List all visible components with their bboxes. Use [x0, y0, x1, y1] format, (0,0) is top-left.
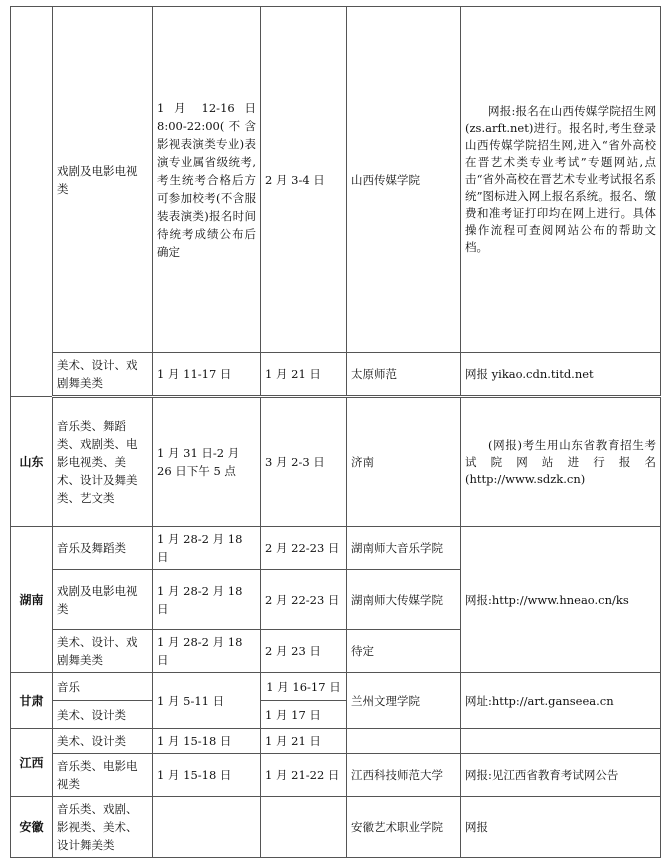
- province-cell: 湖南: [11, 527, 53, 673]
- method-cell: 网报 yikao.cdn.titd.net: [461, 353, 661, 397]
- exam-time-cell: 1 月 21-22 日: [261, 754, 347, 797]
- location-cell: 湖南师大传媒学院: [347, 570, 461, 630]
- signup-time-cell: 1 月 11-17 日: [153, 353, 261, 397]
- table-row: [11, 7, 661, 353]
- province-cell: 山东: [11, 397, 53, 527]
- province-cell: 安徽: [11, 797, 53, 858]
- table-row: [11, 729, 661, 754]
- exam-schedule-table: [10, 6, 661, 858]
- category-cell: 音乐及舞蹈类: [53, 527, 153, 570]
- exam-time-cell: 2 月 22-23 日: [261, 527, 347, 570]
- exam-time-cell: 3 月 2-3 日: [261, 397, 347, 527]
- category-cell: 戏剧及电影电视类: [53, 570, 153, 630]
- category-cell: 美术、设计、戏剧舞美类: [53, 630, 153, 673]
- table-row: [11, 754, 661, 797]
- signup-time-cell: 1 月 31 日-2 月 26 日下午 5 点: [153, 397, 261, 527]
- method-cell: 网报:报名在山西传媒学院招生网(zs.arft.net)进行。报名时,考生登录山西传媒学院招生网,进入“省外高校在晋艺术类专业考试”专题网站,点击“省外高校在晋艺术专业考试报名系统”图标进入网上报名系统。报名、缴费和准考证打印均在网上进行。具体操作流程可查阅网站公布的帮助文档。: [461, 7, 661, 353]
- exam-time-cell: 2 月 22-23 日: [261, 570, 347, 630]
- table-row: [11, 397, 661, 527]
- category-cell: 美术、设计类: [53, 729, 153, 754]
- province-cell: [11, 7, 53, 397]
- method-cell: [461, 729, 661, 754]
- method-cell: (网报)考生用山东省教育招生考试院网站进行报名(http://www.sdzk.cn): [461, 397, 661, 527]
- location-cell: 待定: [347, 630, 461, 673]
- category-cell: 美术、设计、戏剧舞美类: [53, 353, 153, 397]
- exam-time-cell: 1 月 21 日: [261, 729, 347, 754]
- category-cell: 音乐类、戏剧、影视类、美术、设计舞美类: [53, 797, 153, 858]
- method-cell: 网址:http://art.ganseea.cn: [461, 673, 661, 729]
- table-row: [11, 673, 661, 701]
- location-cell: 济南: [347, 397, 461, 527]
- signup-time-cell: 1 月 28-2 月 18 日: [153, 630, 261, 673]
- exam-time-cell: 2 月 3-4 日: [261, 7, 347, 353]
- location-cell: 兰州文理学院: [347, 673, 461, 729]
- exam-time-cell: [261, 797, 347, 858]
- location-cell: 安徽艺术职业学院: [347, 797, 461, 858]
- table-row: [11, 527, 661, 570]
- province-cell: 甘肃: [11, 673, 53, 729]
- category-cell: 戏剧及电影电视类: [53, 7, 153, 353]
- exam-time-cell: 1 月 16-17 日: [261, 673, 347, 701]
- method-cell: 网报:见江西省教育考试网公告: [461, 754, 661, 797]
- location-cell: 太原师范: [347, 353, 461, 397]
- location-cell: 山西传媒学院: [347, 7, 461, 353]
- location-cell: [347, 729, 461, 754]
- category-cell: 音乐类、电影电视类: [53, 754, 153, 797]
- method-cell: 网报:http://www.hneao.cn/ks: [461, 527, 661, 673]
- table-row: [11, 797, 661, 858]
- location-cell: 江西科技师范大学: [347, 754, 461, 797]
- signup-time-cell: 1 月 28-2 月 18 日: [153, 570, 261, 630]
- category-cell: 美术、设计类: [53, 701, 153, 729]
- exam-time-cell: 1 月 17 日: [261, 701, 347, 729]
- category-cell: 音乐: [53, 673, 153, 701]
- method-cell: 网报: [461, 797, 661, 858]
- province-cell: 江西: [11, 729, 53, 797]
- category-cell: 音乐类、舞蹈类、戏剧类、电影电视类、美术、设计及舞美类、艺文类: [53, 397, 153, 527]
- signup-time-cell: 1 月 15-18 日: [153, 754, 261, 797]
- location-cell: 湖南师大音乐学院: [347, 527, 461, 570]
- table-row: [11, 353, 661, 397]
- signup-time-cell: [153, 797, 261, 858]
- signup-time-cell: 1 月 28-2 月 18 日: [153, 527, 261, 570]
- exam-time-cell: 1 月 21 日: [261, 353, 347, 397]
- signup-time-cell: 1 月 12-16 日 8:00-22:00(不含影视表演类专业)表演专业属省级统考,考生统考合格后方可参加校考(不含服装表演类)报名时间待统考成绩公布后确定: [153, 7, 261, 353]
- signup-time-cell: 1 月 5-11 日: [153, 673, 261, 729]
- exam-time-cell: 2 月 23 日: [261, 630, 347, 673]
- signup-time-cell: 1 月 15-18 日: [153, 729, 261, 754]
